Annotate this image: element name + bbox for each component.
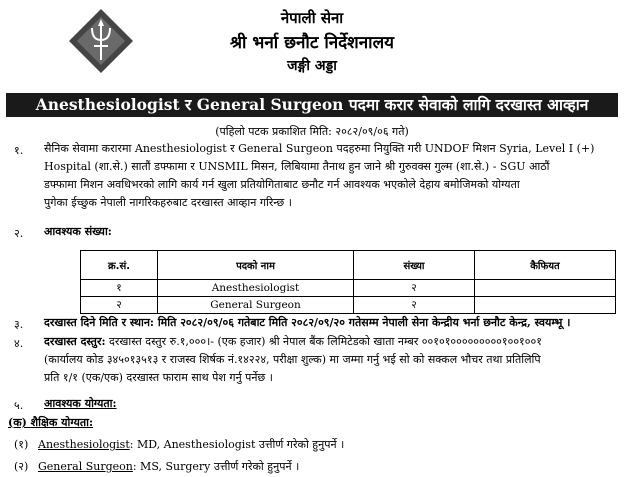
col-remarks: कैफियत [475, 251, 616, 280]
headquarters-name: जङ्गी अड्डा [287, 58, 337, 74]
table-row [81, 297, 616, 314]
col-serial: क्र.सं. [81, 251, 158, 280]
cell-remarks [475, 297, 616, 314]
section-5a-label: (क) शैक्षिक योग्यता: [8, 416, 94, 429]
section-3-text: मिति २०८२/०९/०६ गतेबाट मिति २०८२/०९/२० गतेसम्म नेपाली सेना केन्द्रीय भर्ना छनौट केन्द्र, स्वयम्भू । [154, 316, 571, 329]
cell-post: Anesthesiologist [158, 280, 354, 297]
section-2-number: २. [14, 227, 24, 240]
section-1-line-1: सैनिक सेवामा करारमा Anesthesiologist र General Surgeon पदहरुमा नियुक्ति गरी UNDOF मिशन Syria, Level I (+) [44, 142, 595, 155]
qualification-1-text: : MD, Anesthesiologist उत्तीर्ण गरेको हुनुपर्ने । [129, 438, 345, 451]
published-date: (पहिलो पटक प्रकाशित मिति: २०८२/०९/०६ गते) [215, 125, 409, 138]
col-count: संख्या [354, 251, 475, 280]
qualification-2-post: General Surgeon [38, 460, 133, 473]
required-positions-table [80, 250, 616, 314]
section-4-line-1 [44, 333, 542, 350]
cell-post: General Surgeon [158, 297, 354, 314]
org-name: नेपाली सेना [280, 9, 344, 27]
qualification-2-text: : MS, Surgery उत्तीर्ण गरेको हुनुपर्ने । [132, 460, 300, 473]
cell-remarks [475, 280, 616, 297]
section-3-number: ३. [14, 318, 24, 331]
section-5-number: ५. [14, 399, 24, 412]
cell-serial: १ [81, 280, 158, 297]
cell-serial: २ [81, 297, 158, 314]
cell-count: २ [354, 297, 475, 314]
section-4-label: दरखास्त दस्तुर: [44, 335, 106, 348]
directorate-name: श्री भर्ना छनौट निर्देशनालय [230, 33, 394, 53]
section-4-text-1: दरखास्त दस्तुर रु.१,०००।- (एक हजार) श्री नेपाल बैंक लिमिटेडको खाता नम्बर ००१०१०००००००००१००१००१ [105, 335, 542, 348]
section-1-line-2: Hospital (शा.से.) सातौं डफ्फामा र UNSMIL मिसन, लिबियामा तैनाथ हुन जाने श्री गुरुवक्स गुल्म (शा.से.) - SGU आठौं [44, 160, 550, 173]
section-4-line-2: (कार्यालय कोड ३४५०१३५१३ र राजस्व शिर्षक नं.१४२२४, परीक्षा शुल्क) मा जम्मा गर्नु भई सो को सक्कल भौचर तथा प्रतिलिपि [44, 353, 541, 366]
notice-title-banner: Anesthesiologist र General Surgeon पदमा करार सेवाको लागि दरखास्त आव्हान [6, 93, 618, 117]
section-3-line [44, 314, 570, 331]
table-row [81, 280, 616, 297]
section-2-label: आवश्यक संख्या: [44, 225, 112, 238]
section-1-number: १. [14, 144, 24, 157]
qualification-1-number: (१) [14, 438, 29, 451]
qualification-1-post: Anesthesiologist [38, 438, 130, 451]
qualification-2-number: (२) [14, 460, 29, 473]
qualification-2 [38, 458, 299, 475]
qualification-1 [38, 436, 344, 453]
cell-count: २ [354, 280, 475, 297]
col-post-name: पदको नाम [158, 251, 354, 280]
section-4-number: ४. [14, 337, 24, 350]
section-5-label: आवश्यक योग्यता: [44, 397, 117, 410]
section-3-label: दरखास्त दिने मिति र स्थान: [44, 316, 154, 329]
table-header-row [81, 251, 616, 280]
section-1-line-4: पुगेका ईच्छुक नेपाली नागरिकहरुबाट दरखास्त आव्हान गरिन्छ । [44, 196, 292, 209]
section-4-line-3: प्रति १/१ (एक/एक) दरखास्त फाराम साथ पेश गर्नु पर्नेछ । [44, 371, 273, 384]
section-1-line-3: डफ्फामा मिशन अवधिभरको लागि कार्य गर्न खुला प्रतियोगिताबाट छनौट गर्न आवश्यक भएकोले देहाय बमोजिमको योग्यता [44, 178, 520, 191]
